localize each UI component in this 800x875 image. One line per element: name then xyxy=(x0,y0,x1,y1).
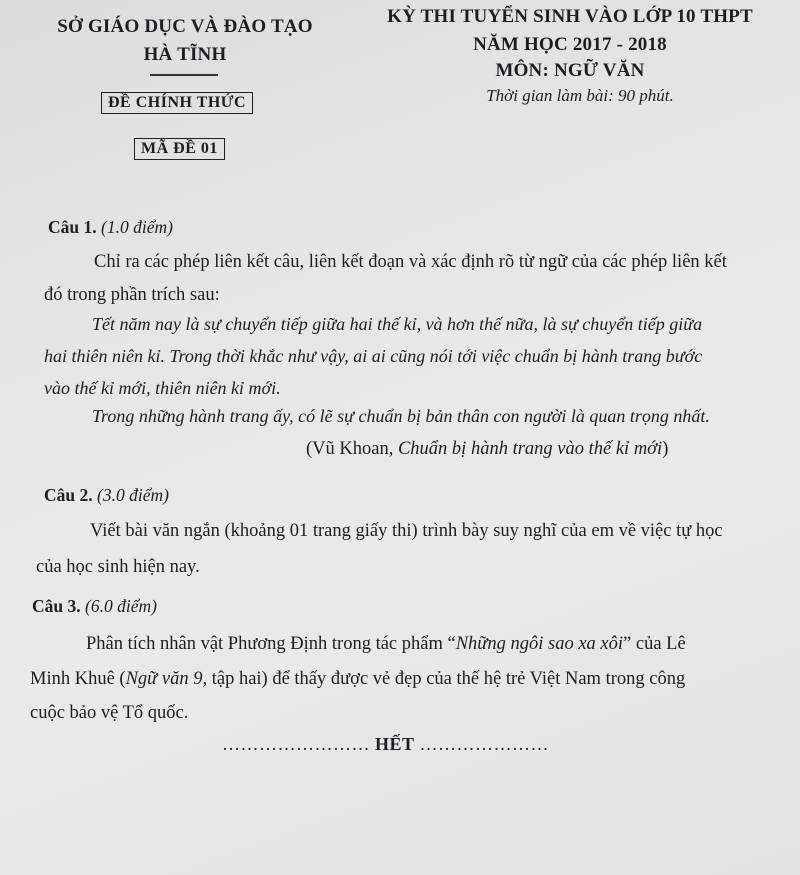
official-label: ĐỀ CHÍNH THỨC xyxy=(101,92,253,114)
question-3-heading xyxy=(32,596,157,617)
q3-line2-start: Minh Khuê ( xyxy=(30,669,126,689)
question-1-line-2: đó trong phần trích sau: xyxy=(44,285,220,305)
question-1-points: (1.0 điểm) xyxy=(101,217,173,237)
end-dots-right: ………………… xyxy=(419,734,550,754)
question-3-line-3: cuộc bảo vệ Tổ quốc. xyxy=(30,703,189,723)
province-name: HÀ TĨNH xyxy=(143,44,227,65)
q3-line1-end: ” của Lê xyxy=(623,634,686,654)
exam-title: KỲ THI TUYỂN SINH VÀO LỚP 10 THPT xyxy=(387,6,753,27)
end-dots-left: …………………… xyxy=(222,734,370,754)
question-3-line-2 xyxy=(30,668,685,690)
end-marker xyxy=(222,734,549,755)
question-3-line-1 xyxy=(86,633,686,655)
question-2-line-1: Viết bài văn ngắn (khoảng 01 trang giấy thi) trình bày suy nghĩ của em về việc tự học xyxy=(90,521,723,541)
question-3-points: (6.0 điểm) xyxy=(85,596,157,616)
q3-line1-start: Phân tích nhân vật Phương Định trong tác phẩm “ xyxy=(86,634,456,654)
excerpt-line-4: Trong những hành trang ấy, có lẽ sự chuẩn bị bản thân con người là quan trọng nhất. xyxy=(92,406,710,426)
excerpt-source xyxy=(306,438,668,460)
end-word: HẾT xyxy=(375,734,415,754)
school-year: NĂM HỌC 2017 - 2018 xyxy=(473,34,667,55)
question-1-label: Câu 1. xyxy=(48,217,97,237)
source-close: ) xyxy=(662,439,669,459)
question-1-line-1: Chỉ ra các phép liên kết câu, liên kết đoạn và xác định rõ từ ngữ của các phép liên kết xyxy=(94,252,727,272)
excerpt-line-2: hai thiên niên kỉ. Trong thời khắc như vậy, ai ai cũng nói tới việc chuẩn bị hành trang bước xyxy=(44,346,703,366)
question-2-label: Câu 2. xyxy=(44,485,93,505)
department-name: SỞ GIÁO DỤC VÀ ĐÀO TẠO xyxy=(57,16,313,37)
q3-work-title: Những ngôi sao xa xôi xyxy=(455,634,624,654)
question-2-line-2: của học sinh hiện nay. xyxy=(36,557,200,577)
exam-code: MÃ ĐỀ 01 xyxy=(134,138,225,160)
q3-book-title: Ngữ văn 9 xyxy=(125,669,203,689)
duration: Thời gian làm bài: 90 phút. xyxy=(486,86,674,105)
q3-line2-end: , tập hai) để thấy được vẻ đẹp của thế hệ trẻ Việt Nam trong công xyxy=(202,669,686,689)
question-2-heading xyxy=(44,485,169,506)
excerpt-line-3: vào thế kỉ mới, thiên niên kỉ mới. xyxy=(44,378,281,398)
header-underline xyxy=(150,74,218,76)
question-2-points: (3.0 điểm) xyxy=(97,485,169,505)
subject: MÔN: NGỮ VĂN xyxy=(495,60,645,81)
question-3-label: Câu 3. xyxy=(32,596,81,616)
source-title: Chuẩn bị hành trang vào thế kỉ mới xyxy=(397,439,663,459)
source-author: (Vũ Khoan, xyxy=(306,439,398,459)
excerpt-line-1: Tết năm nay là sự chuyển tiếp giữa hai thế kỉ, và hơn thế nữa, là sự chuyển tiếp giữa xyxy=(92,314,703,334)
question-1-heading xyxy=(48,217,173,238)
